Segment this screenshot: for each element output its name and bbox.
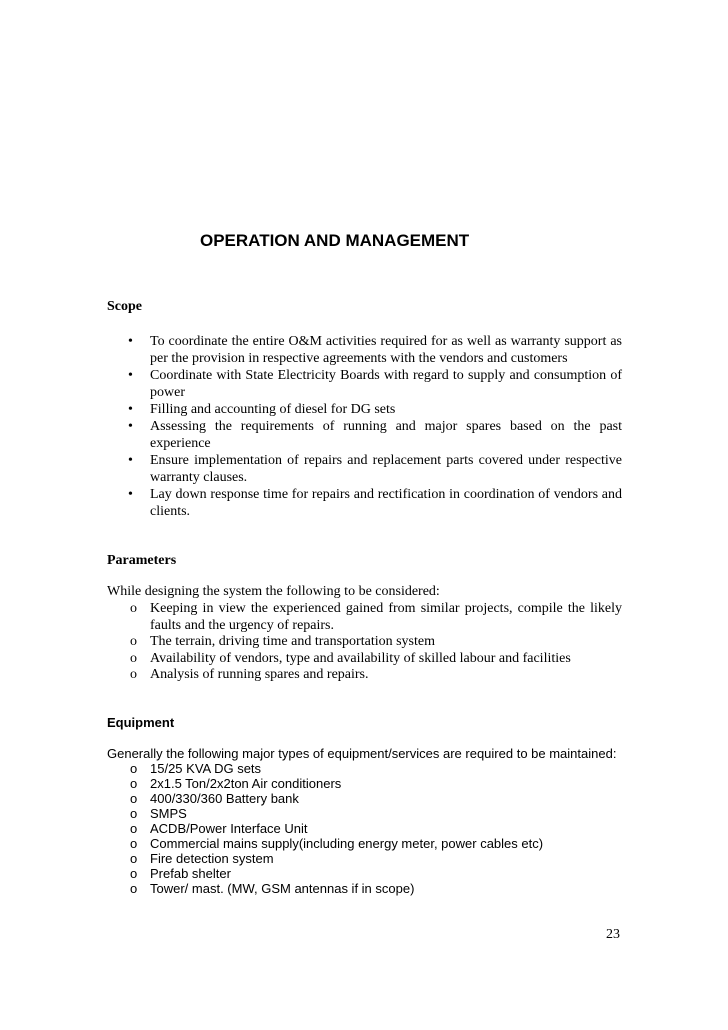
list-item: o 400/330/360 Battery bank xyxy=(130,791,299,806)
list-item: • Filling and accounting of diesel for DG sets xyxy=(128,402,396,417)
circle-bullet-icon: o xyxy=(130,821,138,836)
list-item: • Ensure implementation of repairs and replacement parts covered under respective warranty clauses. xyxy=(128,453,622,485)
scope-heading: Scope xyxy=(107,299,142,314)
bullet-icon: • xyxy=(128,402,133,417)
list-item: o Fire detection system xyxy=(130,851,274,866)
circle-bullet-icon: o xyxy=(130,650,137,666)
circle-bullet-icon: o xyxy=(130,806,138,821)
parameters-intro: While designing the system the following to be considered: xyxy=(107,584,440,599)
list-item: o ACDB/Power Interface Unit xyxy=(130,821,308,836)
circle-bullet-icon: o xyxy=(130,881,138,896)
bullet-icon: • xyxy=(128,419,133,434)
circle-bullet-icon: o xyxy=(130,634,137,649)
list-item: • To coordinate the entire O&M activities required for as well as warranty support as per the provision in respective agreements with the vendors and customers xyxy=(128,334,622,366)
circle-bullet-icon: o xyxy=(130,836,138,851)
list-item: • Assessing the requirements of running and major spares based on the past experience xyxy=(128,419,622,451)
list-item: o Prefab shelter xyxy=(130,866,231,881)
equipment-heading: Equipment xyxy=(107,715,175,730)
parameters-heading: Parameters xyxy=(107,553,177,568)
scope-list xyxy=(107,333,622,520)
bullet-icon: • xyxy=(128,487,133,502)
list-item: • Coordinate with State Electricity Boards with regard to supply and consumption of power xyxy=(128,368,622,400)
bullet-icon: • xyxy=(128,334,133,349)
bullet-icon: • xyxy=(128,453,133,468)
list-item: o Availability of vendors, type and availability of skilled labour and facilities xyxy=(130,650,571,666)
equipment-list xyxy=(107,761,622,896)
list-item: o SMPS xyxy=(130,806,187,821)
circle-bullet-icon: o xyxy=(130,667,137,682)
list-item: o Tower/ mast. (MW, GSM antennas if in scope) xyxy=(130,881,415,896)
page-number: 23 xyxy=(606,927,620,942)
list-item: • Lay down response time for repairs and rectification in coordination of vendors and clients. xyxy=(128,487,622,519)
list-item: o Commercial mains supply(including energy meter, power cables etc) xyxy=(130,836,544,851)
circle-bullet-icon: o xyxy=(130,851,138,866)
list-item: o Keeping in view the experienced gained from similar projects, compile the likely faults and the urgency of repairs. xyxy=(130,601,622,633)
circle-bullet-icon: o xyxy=(130,761,138,776)
list-item: o Analysis of running spares and repairs. xyxy=(130,667,369,682)
parameters-list xyxy=(107,601,622,684)
list-item: o 2x1.5 Ton/2x2ton Air conditioners xyxy=(130,776,342,791)
circle-bullet-icon: o xyxy=(130,776,138,791)
circle-bullet-icon: o xyxy=(130,601,137,616)
bullet-icon: • xyxy=(128,368,133,383)
equipment-intro: Generally the following major types of equipment/services are required to be maintained: xyxy=(107,746,617,761)
list-item: o 15/25 KVA DG sets xyxy=(130,761,262,776)
page-title: OPERATION AND MANAGEMENT xyxy=(200,231,470,250)
circle-bullet-icon: o xyxy=(130,866,138,881)
list-item: o The terrain, driving time and transportation system xyxy=(130,634,435,649)
circle-bullet-icon: o xyxy=(130,791,138,806)
